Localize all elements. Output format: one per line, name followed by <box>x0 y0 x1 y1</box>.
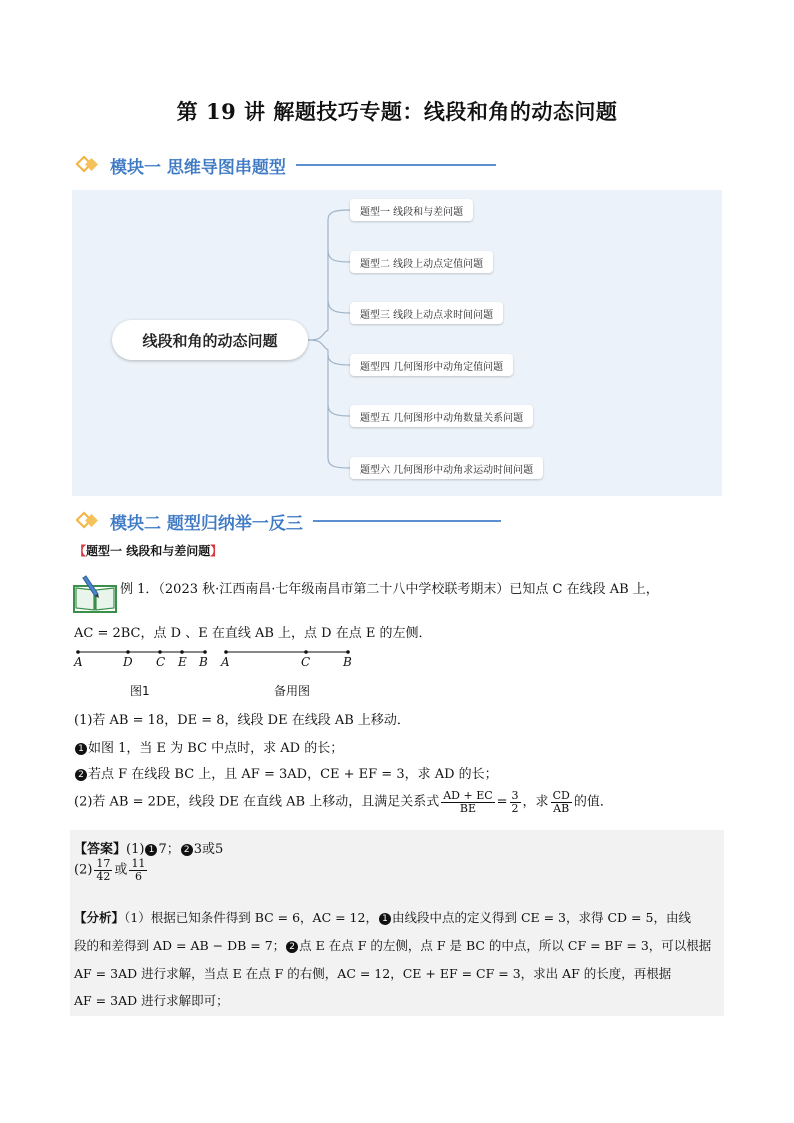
fig1-point-label: E <box>178 655 187 669</box>
mind-map <box>72 190 722 496</box>
fig1-point-label: A <box>74 655 83 669</box>
mind-map-branch: 题型二 线段上动点定值问题 <box>350 251 493 273</box>
analysis-line2: 段的和差得到 AD = AB − DB = 7； 2 点 E 在点 F 的左侧，点 F 是 BC 的中点，所以 CF = BF = 3，可以根据 <box>74 938 712 953</box>
figure-caption: 图1 <box>130 684 150 698</box>
section1-header <box>78 152 496 178</box>
question-1: (1)若 AB = 18，DE = 8，线段 DE 在线段 AB 上移动． <box>74 713 410 728</box>
mind-map-branch: 题型三 线段上动点求时间问题 <box>350 302 503 324</box>
diamond-bullet-icon <box>78 155 104 175</box>
mind-map-branch: 题型一 线段和与差问题 <box>350 199 473 221</box>
mind-map-branch: 题型六 几何图形中动角求运动时间问题 <box>350 457 543 479</box>
analysis-line3: AF = 3AD 进行求解，当点 E 在点 F 的右侧，AC = 12，CE + EF = CF = 3，求出 AF 的长度，再根据 <box>74 966 672 981</box>
section1-rule <box>296 164 496 166</box>
answer-line1: 【答案】(1) 1 7； 2 3或5 <box>74 842 224 857</box>
mind-map-root: 线段和角的动态问题 <box>112 320 308 360</box>
question-1b: 2 若点 F 在线段 BC 上，且 AF = 3AD，CE + EF = 3，求 AD 的长； <box>74 763 498 782</box>
section2-rule <box>313 520 501 522</box>
question-1a: 1 如图 1，当 E 为 BC 中点时，求 AD 的长； <box>74 737 343 756</box>
section1-label: 模块一 思维导图串题型 <box>110 157 286 178</box>
fig1-point-label: D <box>123 655 133 669</box>
fig2-point-label: C <box>301 655 311 669</box>
fig1-point-label: C <box>156 655 166 669</box>
page-title: 第 19 讲 解题技巧专题：线段和角的动态问题 <box>176 99 618 124</box>
example-line1: 例 1．（2023 秋·江西南昌·七年级南昌市第二十八中学校联考期末）已知点 C 在线段 AB 上， <box>120 582 659 597</box>
diamond-bullet-icon <box>78 511 104 531</box>
analysis-line4: AF = 3AD 进行求解即可； <box>74 993 229 1008</box>
type-tag: 【题型一 线段和与差问题】 <box>74 544 223 558</box>
fig2-point-label: B <box>343 655 352 669</box>
analysis-line1: 【分析】（1）根据已知条件得到 BC = 6，AC = 12， 1 由线段中点的定义得到 CE = 3，求得 CD = 5，由线 <box>74 910 691 925</box>
mind-map-branch: 题型四 几何图形中动角定值问题 <box>350 354 513 376</box>
section2-label: 模块二 题型归纳举一反三 <box>110 513 303 534</box>
answer-line2: (2) $\frac{17}{42}$ 或 $\frac{11}{6}$ <box>74 857 146 883</box>
book-pencil-icon <box>72 574 118 614</box>
mind-map-branch: 题型五 几何图形中动角数量关系问题 <box>350 405 533 427</box>
question-2: (2)若 AB = 2DE，线段 DE 在直线 AB 上移动，且满足关系式 $\frac{AD + EC}{BE}$ = $\frac{3}{2}$ ，求 $\frac{CD}{AB}$ 的值． <box>74 789 613 815</box>
fig1-point-label: B <box>199 655 208 669</box>
fig2-point-label: A <box>221 655 230 669</box>
example-line2: AC = 2BC，点 D 、E 在直线 AB 上，点 D 在点 E 的左侧． <box>74 626 432 641</box>
section2-header <box>78 508 501 534</box>
figure-caption: 备用图 <box>274 684 311 698</box>
